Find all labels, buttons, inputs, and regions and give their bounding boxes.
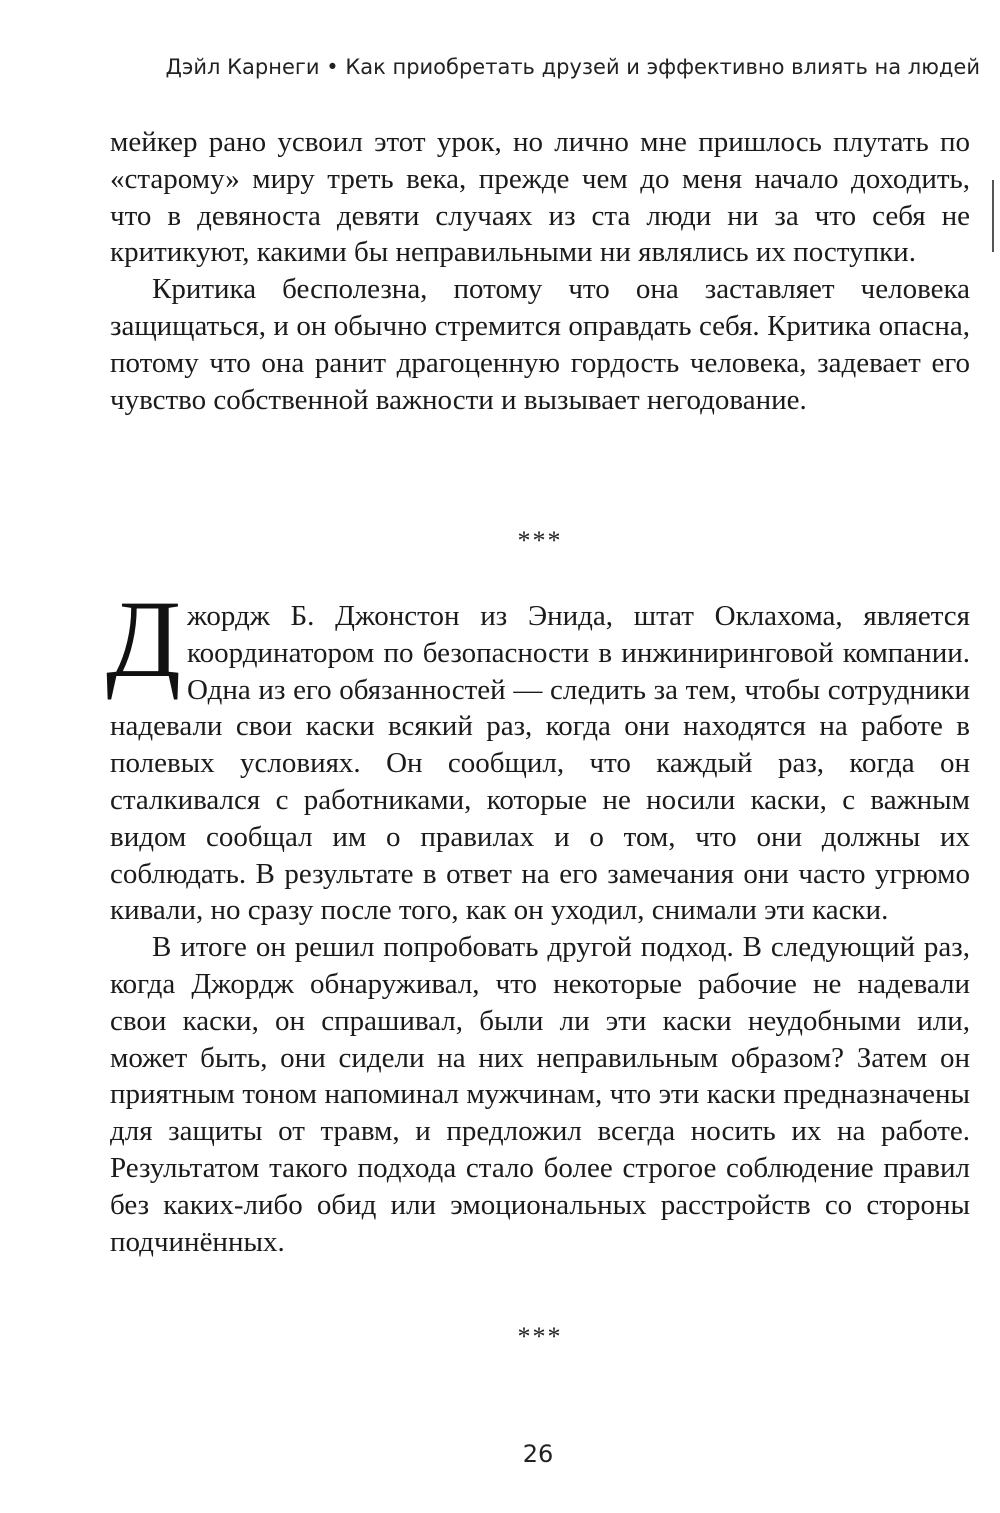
text-block-1 — [110, 124, 970, 418]
paragraph-johnston-text: жордж Б. Джонстон из Энида, штат Оклахома, является координатором по безопасности в инжиниринговой компании. Одна из его обязанностей — следить за тем, чтобы сотрудники надевали свои каски всякий раз, когда они находятся на работе в полевых условиях. Он сообщил, что каждый раз, когда он сталкивался с работниками, которые не носили каски, с важным видом сообщал им о правилах и о том, что они должны их соблюдать. В результате в ответ на его замечания они часто угрюмо кивали, но сразу после того, как он уходил, снимали эти каски. — [110, 600, 970, 927]
page-number: 26 — [522, 1440, 554, 1468]
section-separator-1: *** — [517, 526, 563, 555]
paragraph-criticism: Критика бесполезна, потому что она заставляет человека защищаться, и он обычно стремится оправдать себя. Критика опасна, потому что она ранит драгоценную гордость человека, задевает его чувство собственной важности и вызывает негодование. — [110, 273, 970, 416]
section-separator-2: *** — [517, 1322, 563, 1351]
paragraph-new-approach: В итоге он решил попробовать другой подход. В следующий раз, когда Джордж обнаруживал, что некоторые рабочие не надевали свои каски, он спрашивал, были ли эти каски неудобными или, может быть, они сидели на них неправильным образом? Затем он приятным тоном напоминал мужчинам, что эти каски предназначены для защиты от травм, и предложил всегда носить их на работе. Результатом такого подхода стало более строгое соблюдение правил без каких-либо обид или эмоциональных расстройств со стороны подчинённых. — [110, 931, 970, 1258]
drop-cap-letter: Д — [106, 578, 182, 700]
paragraph-continuation: мейкер рано усвоил этот урок, но лично мне пришлось плутать по «старому» миру треть века, прежде чем до меня начало доходить, что в девяноста девяти случаях из ста люди ни за что себя не критикуют, какими бы неправильными ни являлись их поступки. — [110, 126, 970, 269]
running-header: Дэйл Карнеги • Как приобретать друзей и эффективно влиять на людей — [165, 55, 980, 79]
paragraph-johnston — [106, 578, 970, 929]
text-block-2 — [106, 578, 970, 1260]
page-edge-mark — [992, 180, 994, 252]
